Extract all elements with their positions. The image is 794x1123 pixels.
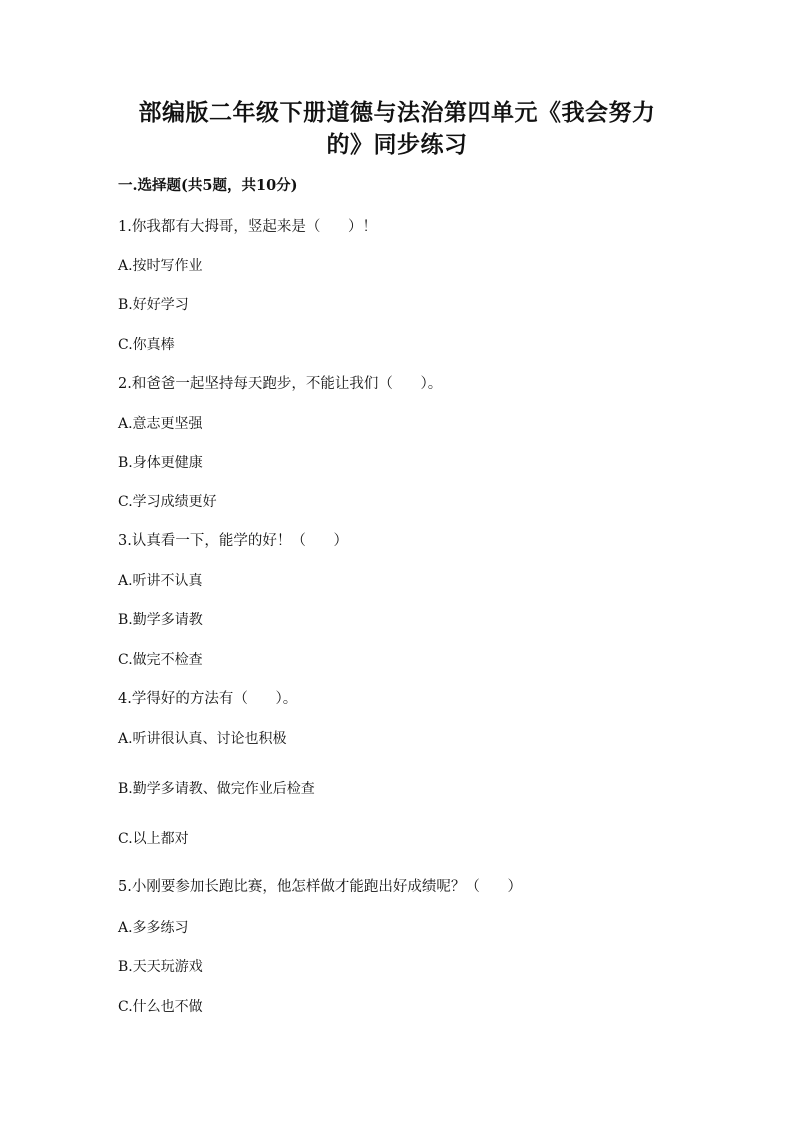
question-1-stem: 1.你我都有大拇哥，竖起来是（ ）！	[118, 219, 377, 235]
question-2-option-c: C.学习成绩更好	[118, 494, 217, 510]
question-1-option-b: B.好好学习	[118, 297, 189, 313]
question-2-option-a: A.意志更坚强	[118, 416, 203, 432]
question-3-option-c: C.做完不检查	[118, 652, 203, 668]
question-1-option-c: C.你真棒	[118, 337, 175, 353]
question-4-option-a: A.听讲很认真、讨论也积极	[118, 731, 287, 747]
question-5-stem: 5.小刚要参加长跑比赛，他怎样做才能跑出好成绩呢？（ ）	[118, 879, 522, 895]
question-3-stem: 3.认真看一下，能学的好！（ ）	[118, 533, 348, 549]
question-4-option-c: C.以上都对	[118, 831, 189, 847]
question-5-option-a: A.多多练习	[118, 920, 189, 936]
page-title-line-2: 的》同步练习	[326, 131, 468, 158]
question-1-option-a: A.按时写作业	[118, 258, 203, 274]
question-3-option-b: B.勤学多请教	[118, 612, 203, 628]
section-heading: 一.选择题(共5题，共10分)	[118, 177, 298, 194]
question-4-stem: 4.学得好的方法有（ ）。	[118, 691, 298, 707]
question-4-option-b: B.勤学多请教、做完作业后检查	[118, 781, 315, 797]
question-2-stem: 2.和爸爸一起坚持每天跑步，不能让我们（ ）。	[118, 376, 443, 392]
question-2-option-b: B.身体更健康	[118, 455, 203, 471]
question-3-option-a: A.听讲不认真	[118, 573, 203, 589]
question-5-option-c: C.什么也不做	[118, 999, 203, 1015]
page-title-line-1: 部编版二年级下册道德与法治第四单元《我会努力	[138, 99, 656, 126]
question-5-option-b: B.天天玩游戏	[118, 959, 203, 975]
